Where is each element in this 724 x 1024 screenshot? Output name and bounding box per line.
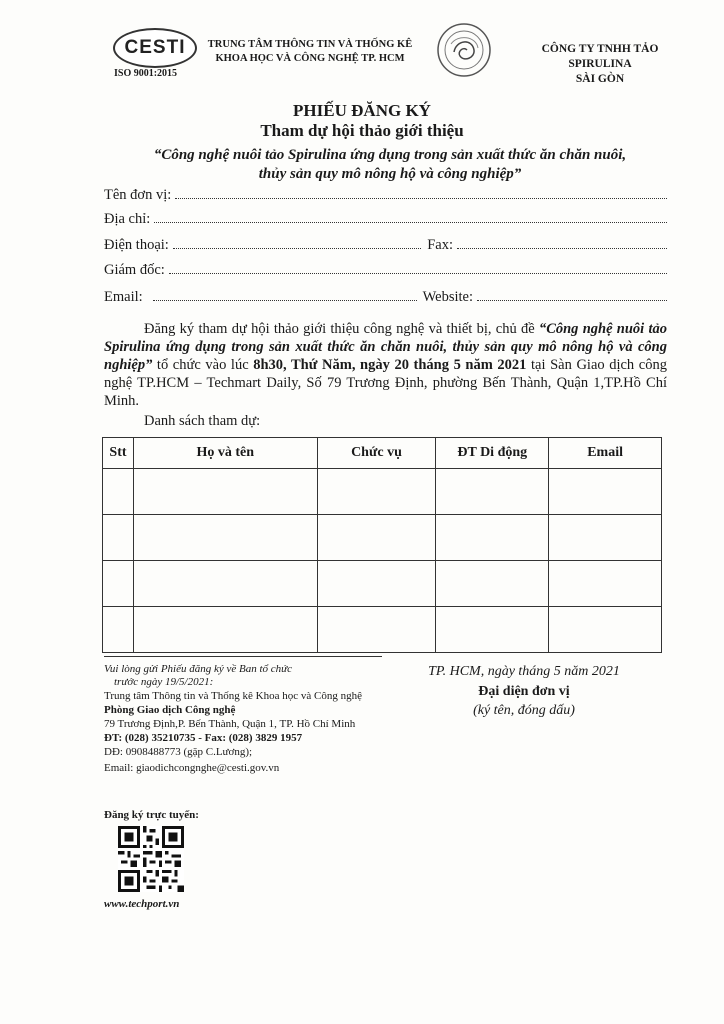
topic-quote (100, 146, 680, 184)
para-datetime: 8h30, Thứ Năm, ngày 20 tháng 5 năm 2021 (253, 357, 527, 373)
table-row (103, 469, 662, 515)
website-line[interactable] (477, 288, 667, 301)
table-cell[interactable] (549, 515, 662, 561)
footer-dept: Phòng Giao dịch Công nghệ (104, 704, 236, 716)
cesti-logo: CESTI (113, 28, 197, 68)
table-row (103, 607, 662, 653)
table-header-row (103, 438, 662, 469)
iso-label: ISO 9001:2015 (114, 68, 178, 79)
address-label: Địa chỉ: (104, 211, 151, 227)
table-cell[interactable] (133, 607, 317, 653)
table-cell[interactable] (436, 515, 549, 561)
form-subtitle: Tham dự hội thảo giới thiệu (260, 121, 464, 140)
phone-label: Điện thoại: (104, 237, 169, 253)
col-header-mobile: ĐT Di động (436, 438, 549, 469)
director-label: Giám đốc: (104, 262, 165, 278)
para-text-2: tổ chức vào lúc (152, 357, 254, 373)
unit-label: Tên đơn vị: (104, 187, 172, 203)
para-topic: “Công nghệ nuôi tảo Spirulina ứng dụng trong sản xuất thức ăn chăn nuôi, thủy sản quy mô nông hộ và công nghiệp” (104, 321, 667, 373)
table-cell[interactable] (549, 561, 662, 607)
phone-fax-field[interactable] (104, 236, 667, 254)
director-field[interactable] (104, 261, 667, 279)
footer-mobile: DĐ: 0908488773 (gặp C.Lương); (104, 746, 253, 758)
attendee-table (102, 437, 662, 653)
topic-quote-line2: thủy sản quy mô nông hộ và công nghiệp” (258, 166, 522, 182)
org-left-line1: TRUNG TÂM THÔNG TIN VÀ THỐNG KÊ (207, 39, 413, 50)
table-cell[interactable] (317, 561, 436, 607)
col-header-name: Họ và tên (133, 438, 317, 469)
attendee-list-label: Danh sách tham dự: (144, 413, 261, 429)
form-title: PHIẾU ĐĂNG KÝ (293, 101, 431, 120)
footer-note-2: trước ngày 19/5/2021: (114, 676, 214, 688)
table-cell[interactable] (133, 561, 317, 607)
table-cell[interactable] (436, 561, 549, 607)
table-cell[interactable] (103, 607, 134, 653)
topic-quote-line1: “Công nghệ nuôi tảo Spirulina ứng dụng trong sản xuất thức ăn chăn nuôi, (153, 147, 627, 163)
table-row (103, 515, 662, 561)
org-right (510, 42, 690, 87)
table-cell[interactable] (317, 469, 436, 515)
org-right-line2: SÀI GÒN (575, 73, 625, 85)
phone-line[interactable] (173, 236, 421, 249)
table-cell[interactable] (317, 515, 436, 561)
col-header-email: Email (549, 438, 662, 469)
col-header-stt: Stt (103, 438, 134, 469)
table-cell[interactable] (133, 515, 317, 561)
table-row (103, 561, 662, 607)
footer-note-1: Vui lòng gửi Phiếu đăng ký về Ban tổ chức (104, 663, 293, 675)
sign-note: (ký tên, đóng dấu) (473, 703, 575, 718)
spirulina-seal-icon (436, 22, 492, 78)
representative-label: Đại diện đơn vị (478, 684, 570, 699)
footer-email: Email: giaodichcongnghe@cesti.gov.vn (104, 762, 280, 774)
table-cell[interactable] (436, 607, 549, 653)
email-label: Email: (104, 289, 143, 305)
email-website-field[interactable] (104, 288, 667, 306)
sign-date: TP. HCM, ngày tháng 5 năm 2021 (428, 664, 620, 679)
table-cell[interactable] (103, 469, 134, 515)
website-link[interactable]: www.techport.vn (104, 898, 180, 910)
org-left-line2: KHOA HỌC VÀ CÔNG NGHỆ TP. HCM (215, 53, 405, 64)
table-cell[interactable] (436, 469, 549, 515)
table-cell[interactable] (103, 515, 134, 561)
table-cell[interactable] (549, 607, 662, 653)
director-line[interactable] (169, 261, 667, 274)
footer-phone: ĐT: (028) 35210735 - Fax: (028) 3829 1957 (104, 732, 303, 744)
col-header-position: Chức vụ (317, 438, 436, 469)
unit-field[interactable] (104, 186, 667, 204)
footer-divider (104, 656, 382, 657)
address-line[interactable] (154, 210, 667, 223)
website-label: Website: (422, 289, 473, 305)
footer-address: 79 Trương Định,P. Bến Thành, Quận 1, TP. Hồ Chí Minh (104, 718, 356, 730)
footer-org: Trung tâm Thông tin và Thống kê Khoa học và Công nghệ (104, 690, 362, 702)
online-register-label: Đăng ký trực tuyến: (104, 809, 199, 821)
registration-paragraph (104, 320, 667, 410)
org-left (205, 38, 415, 66)
email-line[interactable] (153, 288, 417, 301)
table-cell[interactable] (103, 561, 134, 607)
para-text-3: tại Sàn Giao dịch công nghệ TP.HCM – Techmart Daily, Số 79 Trương Định, phường Bến Thành, Quận 1,TP.Hồ Chí Minh. (104, 357, 667, 409)
fax-label: Fax: (427, 237, 453, 253)
table-cell[interactable] (133, 469, 317, 515)
para-text-1: Đăng ký tham dự hội thảo giới thiệu công nghệ và thiết bị, chủ đề (144, 321, 539, 337)
qr-code-icon[interactable] (118, 826, 184, 892)
unit-line[interactable] (175, 186, 667, 199)
address-field[interactable] (104, 210, 667, 228)
fax-line[interactable] (457, 236, 667, 249)
table-cell[interactable] (317, 607, 436, 653)
table-cell[interactable] (549, 469, 662, 515)
org-right-line1: CÔNG TY TNHH TẢO SPIRULINA (541, 43, 659, 70)
